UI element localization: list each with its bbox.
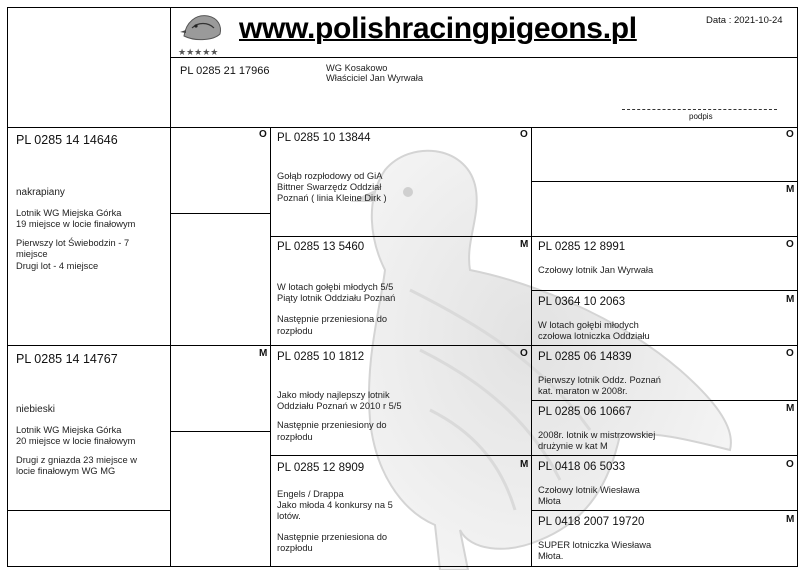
header-divider-vertical xyxy=(170,7,171,128)
father-desc-line xyxy=(16,230,166,238)
ggp-sex: M xyxy=(786,403,795,414)
grandparent-desc-line: Gołąb rozpłodowy od GiA xyxy=(277,171,383,181)
ggp-sex: M xyxy=(786,294,795,305)
father-cell xyxy=(16,133,166,272)
grandparent-ring: PL 0285 10 13844 xyxy=(277,132,371,144)
mother-cell xyxy=(16,352,166,478)
ggp-ring: PL 0285 06 10667 xyxy=(538,406,632,418)
small-box-sex-2: M xyxy=(259,348,268,359)
mother-desc-line: 20 miejsce w locie finałowym xyxy=(16,436,136,446)
ggp-cell-8 xyxy=(538,515,783,562)
main-ring-number: PL 0285 21 17966 xyxy=(180,65,270,77)
signature-line xyxy=(622,109,777,110)
grandparent-desc-line: Engels / Drappa xyxy=(277,489,344,499)
grandparent-desc-line: Następnie przeniesiony do xyxy=(277,420,387,431)
ggp-sex: O xyxy=(786,459,794,470)
grandparent-cell-1 xyxy=(277,131,522,205)
ggp-ring: PL 0418 06 5033 xyxy=(538,461,626,473)
grandparent-desc-line: rozpłodu xyxy=(277,431,313,442)
mother-color: niebieski xyxy=(16,404,55,415)
ggp-sex: O xyxy=(786,239,794,250)
signature-label: podpis xyxy=(689,112,713,121)
ggp-desc-line: Młota. xyxy=(538,551,564,562)
ggp-cell-4 xyxy=(538,295,783,342)
ggp-desc-line: kat. maraton w 2008r. xyxy=(538,386,628,397)
father-ring: PL 0285 14 14646 xyxy=(16,133,118,147)
grandparent-desc-line: Poznań ( linia Kleine Dirk ) xyxy=(277,193,387,204)
ggp-cell-5 xyxy=(538,350,783,397)
grandparent-sex: O xyxy=(520,129,528,140)
ggp-divider-7 xyxy=(531,510,798,511)
header-bottom-line xyxy=(7,127,798,128)
grandparent-desc-line: rozpłodu xyxy=(277,325,313,336)
ggp-desc-line: czołowa lotniczka Oddziału xyxy=(538,331,650,342)
pigeon-logo-icon xyxy=(178,10,226,44)
ggp-desc-line: SUPER lotniczka Wiesława xyxy=(538,540,652,550)
grandparent-desc-line: Jako młody najlepszy lotnik xyxy=(277,390,390,400)
grandparent-desc-line: Następnie przeniesiona do xyxy=(277,531,388,542)
ggp-desc-line: W lotach gołębi młodych xyxy=(538,320,639,330)
mother-desc-line: Lotnik WG Miejska Górka xyxy=(16,424,122,435)
grandparent-cell-3 xyxy=(277,350,522,443)
grandparent-ring: PL 0285 12 8909 xyxy=(277,462,365,474)
grandparent-desc-line: Oddziału Poznań w 2010 r 5/5 xyxy=(277,401,402,412)
father-desc-line: Drugi lot - 4 miejsce xyxy=(16,260,99,271)
ggp-sex: M xyxy=(786,514,795,525)
father-description xyxy=(16,208,166,272)
grandparent-desc-line: lotów. xyxy=(277,511,301,522)
ggp-desc-line: Czołowy lotnik Wiesława xyxy=(538,485,640,495)
owner-line-1: WG Kosakowo xyxy=(326,63,388,73)
ggp-divider-3 xyxy=(531,290,798,291)
col-divider-3 xyxy=(531,127,532,567)
grandparent-desc-line: rozpłodu xyxy=(277,542,313,553)
ggp-desc-line: 2008r. lotnik w mistrzowskiej xyxy=(538,430,656,440)
grandparent-desc-line xyxy=(277,523,522,532)
ggp-divider-2 xyxy=(531,236,798,237)
gp-divider-2 xyxy=(270,345,532,346)
father-separator-left xyxy=(7,510,171,511)
ggp-divider-6 xyxy=(531,455,798,456)
mother-desc-line: Drugi z gniazda 23 miejsce w xyxy=(16,455,137,466)
ggp-divider-5 xyxy=(531,400,798,401)
ggp-cell-3 xyxy=(538,240,783,276)
mother-ring: PL 0285 14 14767 xyxy=(16,352,118,366)
father-desc-line: Pierwszy lot Świebodzin - 7 xyxy=(16,238,130,249)
grandparent-desc-line xyxy=(277,304,522,314)
gp-divider-1 xyxy=(270,236,532,237)
mother-description xyxy=(16,425,166,478)
father-desc-line: 19 miejsce w locie finałowym xyxy=(16,219,136,229)
grandparent-desc-line: Piąty lotnik Oddziału Poznań xyxy=(277,293,396,304)
date-label: Data : 2021-10-24 xyxy=(706,15,783,26)
grandparent-desc-line xyxy=(277,412,522,420)
mother-box-bottom-line xyxy=(170,431,271,432)
ggp-desc-line: drużynie w kat M xyxy=(538,441,608,452)
logo xyxy=(178,10,226,56)
ggp-ring: PL 0418 2007 19720 xyxy=(538,516,645,528)
ggp-sex: O xyxy=(786,129,794,140)
ggp-desc-line: Pierwszy lotnik Oddz. Poznań xyxy=(538,375,661,385)
ggp-sex: M xyxy=(786,184,795,195)
ggp-sex: O xyxy=(786,348,794,359)
small-box-sex-1: O xyxy=(259,129,267,140)
col-divider-2 xyxy=(270,127,271,567)
father-bottom-box-line xyxy=(170,213,271,214)
owner-line-2: Właściciel Jan Wyrwała xyxy=(326,73,424,83)
gp-divider-3 xyxy=(270,455,532,456)
ggp-desc-line: Młota xyxy=(538,496,561,507)
father-desc-line: miejsce xyxy=(16,249,48,260)
logo-stars: ★★★★★ xyxy=(178,47,219,57)
parents-divider xyxy=(7,345,271,346)
ggp-cell-7 xyxy=(538,460,783,507)
grandparent-ring: PL 0285 13 5460 xyxy=(277,241,365,253)
father-desc-line: Lotnik WG Miejska Górka xyxy=(16,207,122,218)
grandparent-cell-4 xyxy=(277,461,522,554)
ggp-divider-4 xyxy=(531,345,798,346)
ggp-ring: PL 0364 10 2063 xyxy=(538,296,626,308)
grandparent-desc-line: W lotach gołębi młodych 5/5 xyxy=(277,282,394,292)
grandparent-ring: PL 0285 10 1812 xyxy=(277,351,365,363)
ggp-divider-1 xyxy=(531,181,798,182)
grandparent-desc-line: Jako młoda 4 konkursy na 5 xyxy=(277,500,393,511)
father-color: nakrapiany xyxy=(16,187,65,198)
ggp-ring: PL 0285 12 8991 xyxy=(538,241,626,253)
grandparent-sex: M xyxy=(520,459,529,470)
mother-desc-line xyxy=(16,447,166,455)
grandparent-desc-line: Bittner Swarzędz Oddział xyxy=(277,182,382,193)
grandparent-sex: O xyxy=(520,348,528,359)
mother-desc-line: locie finałowym WG MG xyxy=(16,466,116,477)
header-divider-horizontal xyxy=(170,57,798,58)
grandparent-cell-2 xyxy=(277,240,522,337)
ggp-cell-6 xyxy=(538,405,783,452)
ggp-desc-line: Czołowy lotnik Jan Wyrwała xyxy=(538,265,654,275)
grandparent-sex: M xyxy=(520,239,529,250)
grandparent-desc-line: Następnie przeniesiona do xyxy=(277,314,388,325)
col-divider-1 xyxy=(170,127,171,567)
website-title: www.polishracingpigeons.pl xyxy=(239,12,637,45)
ggp-ring: PL 0285 06 14839 xyxy=(538,351,632,363)
